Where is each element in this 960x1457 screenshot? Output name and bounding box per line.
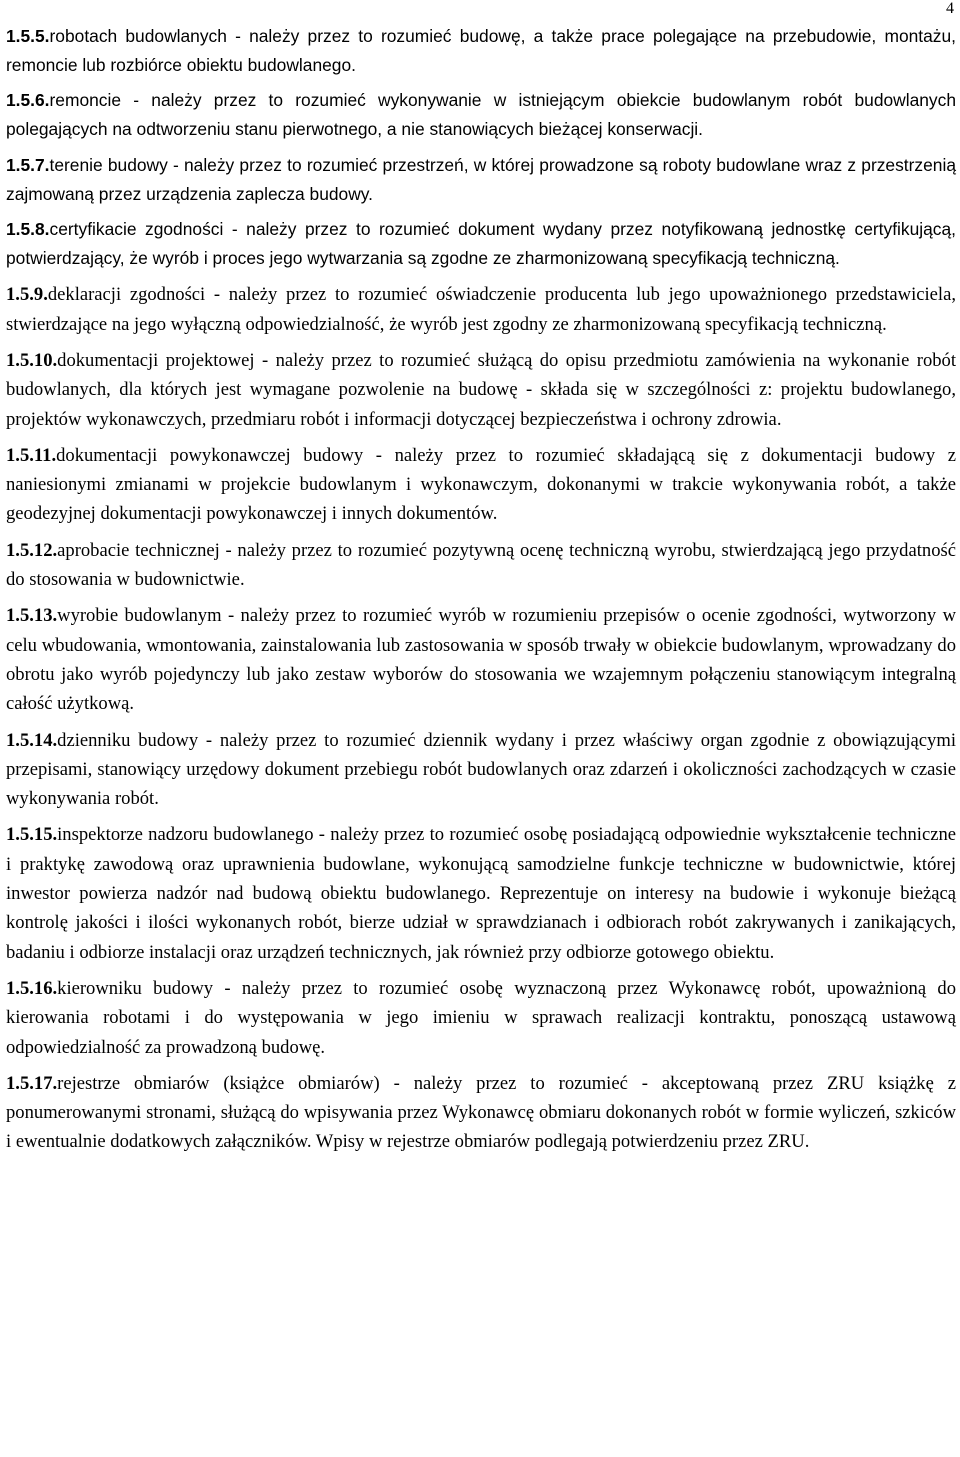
definition-number: 1.5.15. xyxy=(6,824,58,846)
definition-number: 1.5.6. xyxy=(6,89,50,110)
definition-1-5-16 xyxy=(6,974,956,1062)
definition-text: terenie budowy - należy przez to rozumieć przestrzeń, w której prowadzone są roboty budowlane wraz z przestrzenią zajmowaną przez urządzenia zaplecza budowy. xyxy=(6,155,956,205)
definition-1-5-8 xyxy=(6,215,956,274)
definition-1-5-13 xyxy=(6,601,956,718)
definition-1-5-11 xyxy=(6,441,956,529)
document-body xyxy=(6,22,956,1164)
definition-1-5-10 xyxy=(6,346,956,434)
definition-text: deklaracji zgodności - należy przez to rozumieć oświadczenie producenta lub jego upoważnionego przedstawiciela, stwierdzające na jego wyłączną odpowiedzialność, że wyrób jest zgodny ze zharmonizowaną specyfikacją techniczną. xyxy=(6,284,956,335)
definition-text: kierowniku budowy - należy przez to rozumieć osobę wyznaczoną przez Wykonawcę robót, upoważnioną do kierowania robotami i do występowania w jego imieniu w sprawach realizacji kontraktu, ponoszącą ustawową odpowiedzialność za prowadzoną budowę. xyxy=(6,977,956,1058)
definition-number: 1.5.7. xyxy=(6,155,50,176)
definition-1-5-6 xyxy=(6,86,956,145)
definition-text: robotach budowlanych - należy przez to rozumieć budowę, a także prace polegające na przebudowie, montażu, remoncie lub rozbiórce obiektu budowlanego. xyxy=(6,26,956,76)
definition-text: remoncie - należy przez to rozumieć wykonywanie w istniejącym obiekcie budowlanym robót budowlanych polegających na odtworzeniu stanu pierwotnego, a nie stanowiących bieżącej konserwacji. xyxy=(6,89,956,139)
definition-text: wyrobie budowlanym - należy przez to rozumieć wyrób w rozumieniu przepisów o ocenie zgodności, wytworzony w celu wbudowania, wmontowania, zainstalowania lub zastosowania w sposób trwały w obiekcie budowlanym, wprowadzany do obrotu jako wyrób pojedynczy lub jako zestaw wyborów do stosowania we wzajemnym połączeniu stanowiącym integralną całość użytkową. xyxy=(6,605,956,715)
definition-text: dokumentacji projektowej - należy przez to rozumieć służącą do opisu przedmiotu zamówienia na wykonanie robót budowlanych, dla których jest wymagane pozwolenie na budowę - składa się w szczególności z: projektu budowlanego, projektów wykonawczych, przedmiaru robót i informacji dotyczącej bezpieczeństwa i ochrony zdrowia. xyxy=(6,349,956,430)
definition-1-5-12 xyxy=(6,536,956,595)
definition-1-5-14 xyxy=(6,726,956,814)
definition-number: 1.5.5. xyxy=(6,26,50,46)
definition-text: aprobacie technicznej - należy przez to rozumieć pozytywną ocenę techniczną wyrobu, stwierdzającą jego przydatność do stosowania w budownictwie. xyxy=(6,539,956,591)
definition-number: 1.5.9. xyxy=(6,284,48,306)
definition-text: dzienniku budowy - należy przez to rozumieć dziennik wydany i przez właściwy organ zgodnie z obowiązującymi przepisami, stanowiący urzędowy dokument przebiegu robót budowlanych oraz zdarzeń i okoliczności zachodzących w czasie wykonywania robót. xyxy=(6,729,956,810)
definition-number: 1.5.10. xyxy=(6,349,58,371)
definition-text: inspektorze nadzoru budowlanego - należy przez to rozumieć osobę posiadającą odpowiednie wykształcenie techniczne i praktykę zawodową oraz uprawnienia budowlane, wykonującą samodzielne funkcje techniczne w budownictwie, której inwestor powierza nadzór nad budową obiektu budowlanego. Reprezentuje on interesy na budowie i wykonuje bieżącą kontrolę jakości i ilości wykonanych robót, bierze udział w sprawdzianach i odbiorach robót zakrywanych i zanikających, badaniu i odbiorze instalacji oraz urządzeń technicznych, jak również przy odbiorze gotowego obiektu. xyxy=(6,824,956,963)
definition-1-5-15 xyxy=(6,820,956,966)
definition-text: certyfikacie zgodności - należy przez to rozumieć dokument wydany przez notyfikowaną jednostkę certyfikującą, potwierdzający, że wyrób i proces jego wytwarzania są zgodne ze zharmonizowaną specyfikacją techniczną. xyxy=(6,218,956,269)
definition-number: 1.5.8. xyxy=(6,218,50,239)
definition-1-5-17 xyxy=(6,1069,956,1157)
definition-text: dokumentacji powykonawczej budowy - należy przez to rozumieć składającą się z dokumentacji budowy z naniesionymi zmianami w projekcie budowlanym i wykonawczym, dokonanymi w trakcie wykonywania robót, a także geodezyjnej dokumentacji powykonawczej i innych dokumentów. xyxy=(6,444,956,525)
definition-number: 1.5.14. xyxy=(6,729,58,751)
definition-number: 1.5.12. xyxy=(6,539,58,561)
definition-1-5-5 xyxy=(6,22,956,81)
definition-number: 1.5.11. xyxy=(6,444,57,466)
definition-number: 1.5.16. xyxy=(6,977,58,999)
definition-1-5-9 xyxy=(6,280,956,339)
definition-1-5-7 xyxy=(6,151,956,210)
page-number: 4 xyxy=(946,0,954,17)
definition-number: 1.5.17. xyxy=(6,1072,58,1094)
definition-text: rejestrze obmiarów (książce obmiarów) - należy przez to rozumieć - akceptowaną przez ZRU książkę z ponumerowanymi stronami, służącą do wpisywania przez Wykonawcę obmiaru dokonanych robót w formie wyliczeń, szkiców i ewentualnie dodatkowych załączników. Wpisy w rejestrze obmiarów podlegają potwierdzeniu przez ZRU. xyxy=(6,1072,956,1153)
definition-number: 1.5.13. xyxy=(6,605,58,627)
